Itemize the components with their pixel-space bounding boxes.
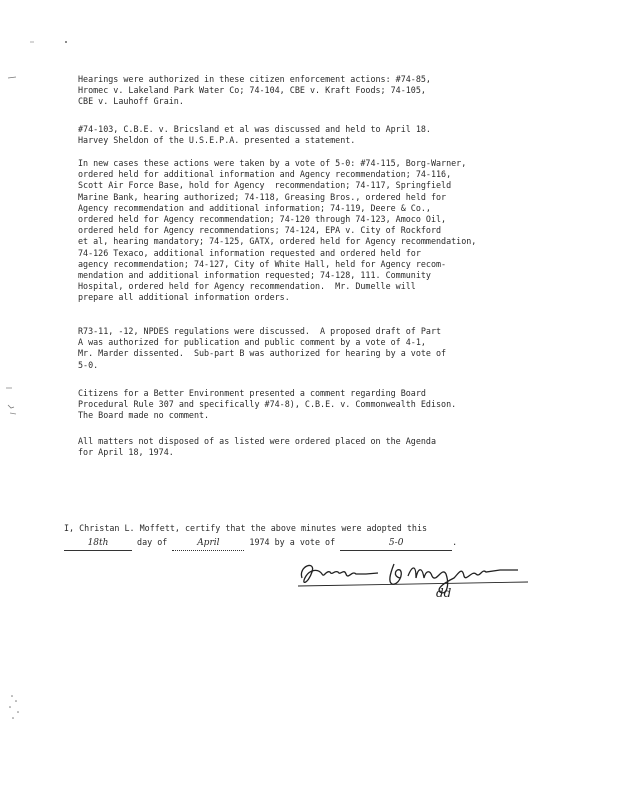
text-line: In new cases these actions were taken by a vote of 5-0: #74-115, Borg-Warner, [78,158,467,168]
text-line: The Board made no comment. [78,410,210,421]
text-line: Hearings were authorized in these citizen enforcement actions: #74-85, [78,74,431,84]
year-text: 1974 by a vote of [249,537,336,547]
day-value: 18th [87,538,109,548]
paragraph-agenda [78,436,558,458]
paragraph-hearings [78,74,558,108]
text-line: Mr. Marder dissented. Sub-part B was authorized for hearing by a vote of [78,348,447,359]
paragraph-npdes [78,326,558,371]
day-label: day of [137,537,168,547]
signature-initials: dd [436,586,452,600]
paragraph-cbe-comment [78,388,558,422]
text-line: A was authorized for publication and public comment by a vote of 4-1, [78,337,426,348]
text-line: et al, hearing mandatory; 74-125, GATX, ordered held for Agency recommendation, [78,236,477,247]
vote-field [340,535,452,551]
text-line: mendation and additional information requested; 74-128, 111. Community [78,270,431,281]
text-line: 74-126 Texaco, additional information requested and ordered held for [78,247,421,258]
text-line: #74-103, C.B.E. v. Bricsland et al was discussed and held to April 18. [78,124,431,134]
signature [296,556,536,606]
text-line: Citizens for a Better Environment presented a comment regarding Board [78,388,426,398]
text-line: ordered held for additional information and Agency recommendation; 74-116, [78,169,452,180]
paragraph-case-74-103 [78,124,558,146]
text-line: Hromec v. Lakeland Park Water Co; 74-104, CBE v. Kraft Foods; 74-105, [78,85,426,96]
text-line: Agency recommendation and additional information; 74-119, Deere & Co., [78,202,431,213]
paragraph-new-cases [78,158,558,304]
month-value: April [197,538,220,548]
certification-block [64,521,564,551]
certification-date-line: 18th day of April 1974 by a vote of 5-0 . [64,535,564,551]
text-line: All matters not disposed of as listed were ordered placed on the Agenda [78,436,436,446]
text-line: Procedural Rule 307 and specifically #74-8), C.B.E. v. Commonwealth Edison. [78,399,457,410]
text-line: for April 18, 1974. [78,447,174,458]
text-line: agency recommendation; 74-127, City of White Hall, held for Agency recom- [78,258,447,269]
text-line: ordered held for Agency recommendation; 74-120 through 74-123, Amoco Oil, [78,214,447,225]
text-line: Scott Air Force Base, hold for Agency recommendation; 74-117, Springfield [78,180,452,191]
text-line: CBE v. Lauhoff Grain. [78,96,184,107]
day-field [64,535,132,551]
text-line: Marine Bank, hearing authorized; 74-118, Greasing Bros., ordered held for [78,191,447,202]
signature-scribble [296,556,536,606]
text-line: Harvey Sheldon of the U.S.E.P.A. presented a statement. [78,135,356,146]
text-line: 5-0. [78,359,99,370]
text-line: ordered held for Agency recommendations; 74-124, EPA v. City of Rockford [78,225,442,236]
month-field [172,535,244,551]
certification-statement: I, Christan L. Moffett, certify that the above minutes were adopted this [64,523,428,533]
text-line: prepare all additional information orders. [78,292,290,303]
text-line: R73-11, -12, NPDES regulations were discussed. A proposed draft of Part [78,326,442,336]
text-line: Hospital, ordered held for Agency recommendation. Mr. Dumelle will [78,281,416,292]
vote-value: 5-0 [388,538,404,548]
